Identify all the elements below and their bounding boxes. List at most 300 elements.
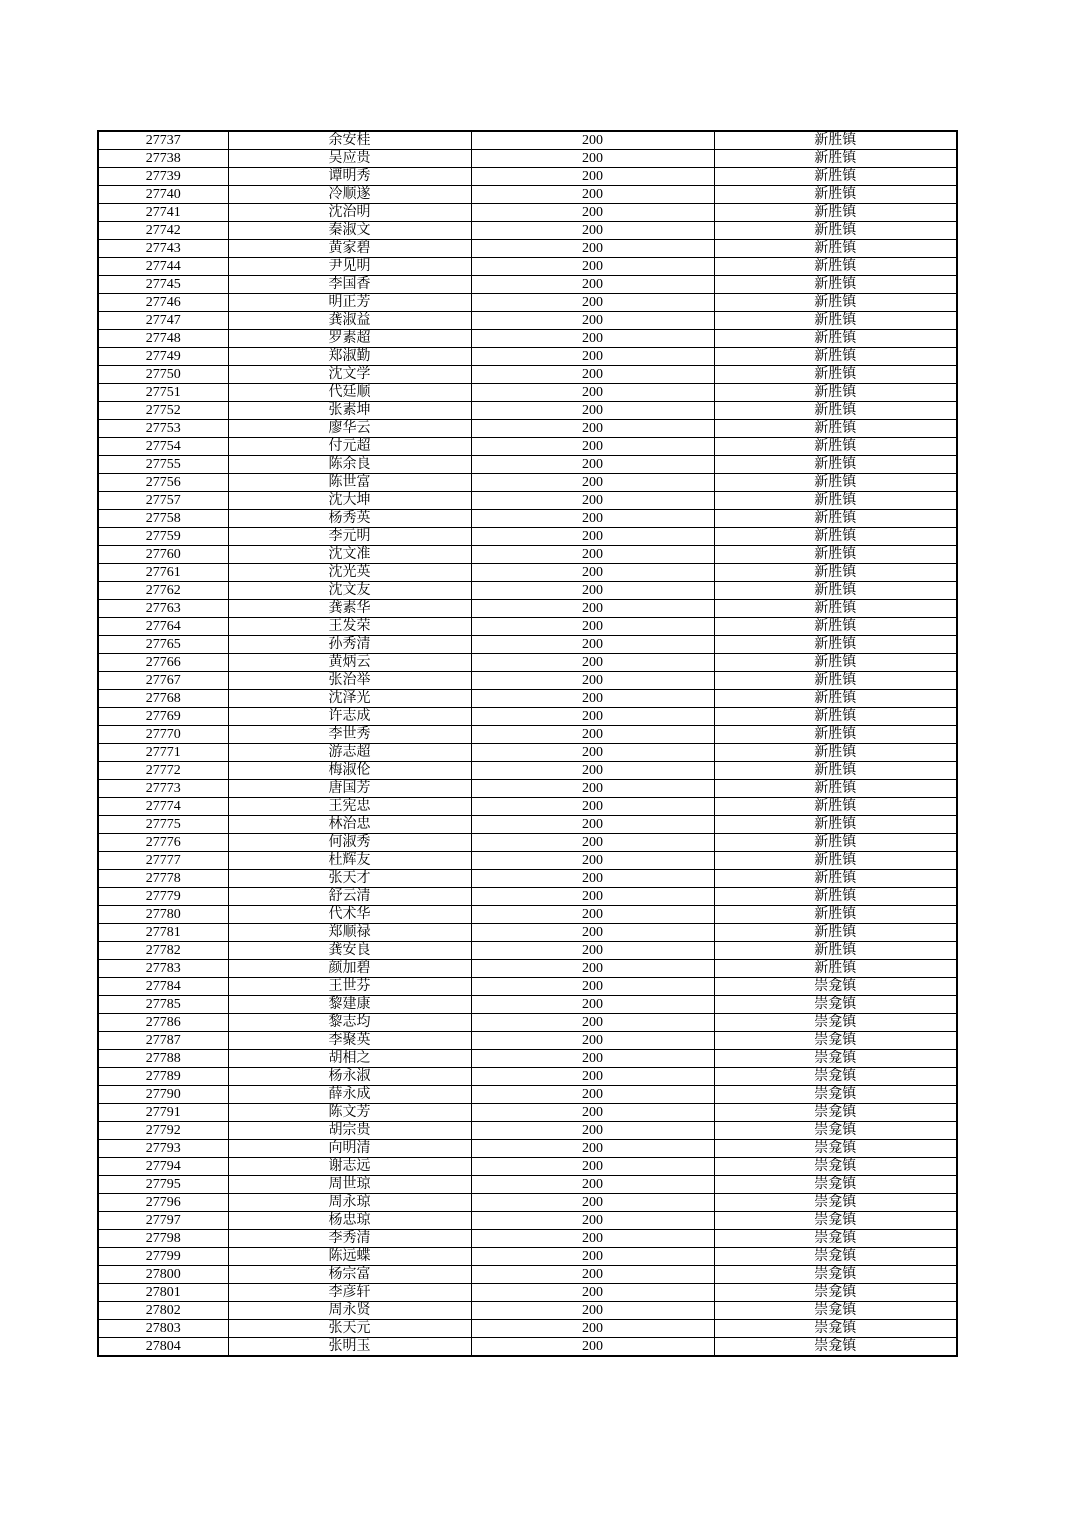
amount-cell: 200	[471, 402, 714, 420]
table-row	[98, 852, 957, 870]
name-cell: 周世琼	[228, 1176, 471, 1194]
township-cell: 新胜镇	[714, 276, 957, 294]
serial-number-cell: 27758	[98, 510, 228, 528]
amount-cell: 200	[471, 186, 714, 204]
amount-cell: 200	[471, 1068, 714, 1086]
township-cell: 新胜镇	[714, 366, 957, 384]
name-cell: 颜加碧	[228, 960, 471, 978]
serial-number-cell: 27781	[98, 924, 228, 942]
name-cell: 廖华云	[228, 420, 471, 438]
name-cell: 何淑秀	[228, 834, 471, 852]
township-cell: 新胜镇	[714, 420, 957, 438]
table-row	[98, 816, 957, 834]
name-cell: 杨宗富	[228, 1266, 471, 1284]
serial-number-cell: 27779	[98, 888, 228, 906]
township-cell: 崇龛镇	[714, 1176, 957, 1194]
table-row	[98, 762, 957, 780]
table-row	[98, 492, 957, 510]
table-row	[98, 546, 957, 564]
amount-cell: 200	[471, 438, 714, 456]
table-row	[98, 312, 957, 330]
table-row	[98, 330, 957, 348]
township-cell: 新胜镇	[714, 204, 957, 222]
township-cell: 新胜镇	[714, 888, 957, 906]
table-row	[98, 222, 957, 240]
township-cell: 新胜镇	[714, 240, 957, 258]
township-cell: 新胜镇	[714, 222, 957, 240]
amount-cell: 200	[471, 1302, 714, 1320]
table-row	[98, 1104, 957, 1122]
table-row	[98, 1140, 957, 1158]
name-cell: 李国香	[228, 276, 471, 294]
table-row	[98, 1122, 957, 1140]
table-row	[98, 276, 957, 294]
amount-cell: 200	[471, 546, 714, 564]
serial-number-cell: 27788	[98, 1050, 228, 1068]
amount-cell: 200	[471, 1320, 714, 1338]
serial-number-cell: 27776	[98, 834, 228, 852]
serial-number-cell: 27748	[98, 330, 228, 348]
township-cell: 崇龛镇	[714, 1302, 957, 1320]
name-cell: 沈文学	[228, 366, 471, 384]
name-cell: 沈治明	[228, 204, 471, 222]
township-cell: 新胜镇	[714, 600, 957, 618]
township-cell: 崇龛镇	[714, 1122, 957, 1140]
amount-cell: 200	[471, 168, 714, 186]
township-cell: 新胜镇	[714, 186, 957, 204]
township-cell: 新胜镇	[714, 438, 957, 456]
serial-number-cell: 27753	[98, 420, 228, 438]
name-cell: 王发荣	[228, 618, 471, 636]
serial-number-cell: 27796	[98, 1194, 228, 1212]
table-row	[98, 240, 957, 258]
serial-number-cell: 27784	[98, 978, 228, 996]
township-cell: 新胜镇	[714, 708, 957, 726]
township-cell: 新胜镇	[714, 168, 957, 186]
serial-number-cell: 27770	[98, 726, 228, 744]
serial-number-cell: 27792	[98, 1122, 228, 1140]
township-cell: 崇龛镇	[714, 1086, 957, 1104]
name-cell: 沈光英	[228, 564, 471, 582]
name-cell: 明正芳	[228, 294, 471, 312]
table-row	[98, 438, 957, 456]
table-row	[98, 1266, 957, 1284]
table-row	[98, 1230, 957, 1248]
serial-number-cell: 27751	[98, 384, 228, 402]
name-cell: 唐国芳	[228, 780, 471, 798]
serial-number-cell: 27744	[98, 258, 228, 276]
table-row	[98, 474, 957, 492]
table-row	[98, 1032, 957, 1050]
amount-cell: 200	[471, 870, 714, 888]
amount-cell: 200	[471, 294, 714, 312]
name-cell: 陈余良	[228, 456, 471, 474]
township-cell: 崇龛镇	[714, 1338, 957, 1357]
amount-cell: 200	[471, 1050, 714, 1068]
table-row	[98, 1284, 957, 1302]
township-cell: 新胜镇	[714, 402, 957, 420]
serial-number-cell: 27780	[98, 906, 228, 924]
amount-cell: 200	[471, 906, 714, 924]
table-row	[98, 1302, 957, 1320]
township-cell: 新胜镇	[714, 780, 957, 798]
amount-cell: 200	[471, 744, 714, 762]
name-cell: 吴应贵	[228, 150, 471, 168]
table-row	[98, 1212, 957, 1230]
name-cell: 代术华	[228, 906, 471, 924]
serial-number-cell: 27768	[98, 690, 228, 708]
township-cell: 新胜镇	[714, 636, 957, 654]
name-cell: 黄家碧	[228, 240, 471, 258]
name-cell: 黎建康	[228, 996, 471, 1014]
name-cell: 黎志均	[228, 1014, 471, 1032]
amount-cell: 200	[471, 1032, 714, 1050]
name-cell: 许志成	[228, 708, 471, 726]
amount-cell: 200	[471, 762, 714, 780]
amount-cell: 200	[471, 690, 714, 708]
serial-number-cell: 27798	[98, 1230, 228, 1248]
amount-cell: 200	[471, 816, 714, 834]
table-row	[98, 1194, 957, 1212]
amount-cell: 200	[471, 726, 714, 744]
table-row	[98, 690, 957, 708]
amount-cell: 200	[471, 1284, 714, 1302]
township-cell: 新胜镇	[714, 492, 957, 510]
township-cell: 新胜镇	[714, 870, 957, 888]
table-row	[98, 960, 957, 978]
name-cell: 谭明秀	[228, 168, 471, 186]
table-row	[98, 348, 957, 366]
table-row	[98, 600, 957, 618]
amount-cell: 200	[471, 204, 714, 222]
township-cell: 新胜镇	[714, 330, 957, 348]
township-cell: 新胜镇	[714, 528, 957, 546]
serial-number-cell: 27764	[98, 618, 228, 636]
name-cell: 李秀清	[228, 1230, 471, 1248]
name-cell: 沈文友	[228, 582, 471, 600]
township-cell: 新胜镇	[714, 564, 957, 582]
serial-number-cell: 27785	[98, 996, 228, 1014]
township-cell: 新胜镇	[714, 582, 957, 600]
name-cell: 秦淑文	[228, 222, 471, 240]
amount-cell: 200	[471, 708, 714, 726]
table-row	[98, 726, 957, 744]
serial-number-cell: 27766	[98, 654, 228, 672]
serial-number-cell: 27752	[98, 402, 228, 420]
township-cell: 新胜镇	[714, 546, 957, 564]
name-cell: 舒云清	[228, 888, 471, 906]
township-cell: 崇龛镇	[714, 1212, 957, 1230]
serial-number-cell: 27799	[98, 1248, 228, 1266]
township-cell: 崇龛镇	[714, 1104, 957, 1122]
name-cell: 沈文准	[228, 546, 471, 564]
table-row	[98, 906, 957, 924]
serial-number-cell: 27782	[98, 942, 228, 960]
name-cell: 陈世富	[228, 474, 471, 492]
name-cell: 郑顺禄	[228, 924, 471, 942]
name-cell: 郑淑勤	[228, 348, 471, 366]
amount-cell: 200	[471, 888, 714, 906]
township-cell: 崇龛镇	[714, 1248, 957, 1266]
serial-number-cell: 27772	[98, 762, 228, 780]
name-cell: 杨秀英	[228, 510, 471, 528]
amount-cell: 200	[471, 240, 714, 258]
serial-number-cell: 27759	[98, 528, 228, 546]
table-row	[98, 888, 957, 906]
serial-number-cell: 27745	[98, 276, 228, 294]
name-cell: 游志超	[228, 744, 471, 762]
amount-cell: 200	[471, 1158, 714, 1176]
amount-cell: 200	[471, 330, 714, 348]
township-cell: 新胜镇	[714, 690, 957, 708]
table-row	[98, 744, 957, 762]
amount-cell: 200	[471, 600, 714, 618]
serial-number-cell: 27795	[98, 1176, 228, 1194]
amount-cell: 200	[471, 131, 714, 150]
name-cell: 薛永成	[228, 1086, 471, 1104]
name-cell: 周永琼	[228, 1194, 471, 1212]
name-cell: 林治忠	[228, 816, 471, 834]
serial-number-cell: 27743	[98, 240, 228, 258]
amount-cell: 200	[471, 1122, 714, 1140]
amount-cell: 200	[471, 942, 714, 960]
name-cell: 梅淑伦	[228, 762, 471, 780]
township-cell: 崇龛镇	[714, 1230, 957, 1248]
serial-number-cell: 27762	[98, 582, 228, 600]
serial-number-cell: 27801	[98, 1284, 228, 1302]
name-cell: 龚安良	[228, 942, 471, 960]
table-row	[98, 510, 957, 528]
name-cell: 胡相之	[228, 1050, 471, 1068]
serial-number-cell: 27767	[98, 672, 228, 690]
amount-cell: 200	[471, 348, 714, 366]
serial-number-cell: 27740	[98, 186, 228, 204]
township-cell: 新胜镇	[714, 672, 957, 690]
amount-cell: 200	[471, 1266, 714, 1284]
table-row	[98, 672, 957, 690]
township-cell: 新胜镇	[714, 131, 957, 150]
table-row	[98, 618, 957, 636]
amount-cell: 200	[471, 654, 714, 672]
township-cell: 新胜镇	[714, 960, 957, 978]
serial-number-cell: 27765	[98, 636, 228, 654]
table-row	[98, 528, 957, 546]
serial-number-cell: 27802	[98, 1302, 228, 1320]
table-row	[98, 186, 957, 204]
township-cell: 新胜镇	[714, 762, 957, 780]
township-cell: 新胜镇	[714, 510, 957, 528]
table-row	[98, 942, 957, 960]
township-cell: 新胜镇	[714, 726, 957, 744]
name-cell: 杜辉友	[228, 852, 471, 870]
amount-cell: 200	[471, 780, 714, 798]
table-row	[98, 1050, 957, 1068]
amount-cell: 200	[471, 1140, 714, 1158]
township-cell: 崇龛镇	[714, 1158, 957, 1176]
serial-number-cell: 27749	[98, 348, 228, 366]
table-row	[98, 834, 957, 852]
table-row	[98, 708, 957, 726]
name-cell: 黄炳云	[228, 654, 471, 672]
amount-cell: 200	[471, 672, 714, 690]
amount-cell: 200	[471, 582, 714, 600]
table-row	[98, 798, 957, 816]
township-cell: 崇龛镇	[714, 1068, 957, 1086]
amount-cell: 200	[471, 1194, 714, 1212]
serial-number-cell: 27778	[98, 870, 228, 888]
serial-number-cell: 27757	[98, 492, 228, 510]
township-cell: 新胜镇	[714, 942, 957, 960]
amount-cell: 200	[471, 258, 714, 276]
table-row	[98, 924, 957, 942]
serial-number-cell: 27754	[98, 438, 228, 456]
amount-cell: 200	[471, 312, 714, 330]
table-row	[98, 564, 957, 582]
table-row	[98, 636, 957, 654]
serial-number-cell: 27738	[98, 150, 228, 168]
serial-number-cell: 27746	[98, 294, 228, 312]
serial-number-cell: 27760	[98, 546, 228, 564]
name-cell: 罗素超	[228, 330, 471, 348]
amount-cell: 200	[471, 510, 714, 528]
amount-cell: 200	[471, 564, 714, 582]
amount-cell: 200	[471, 366, 714, 384]
serial-number-cell: 27763	[98, 600, 228, 618]
serial-number-cell: 27737	[98, 131, 228, 150]
amount-cell: 200	[471, 960, 714, 978]
serial-number-cell: 27747	[98, 312, 228, 330]
township-cell: 新胜镇	[714, 744, 957, 762]
name-cell: 沈泽光	[228, 690, 471, 708]
amount-cell: 200	[471, 1086, 714, 1104]
name-cell: 李元明	[228, 528, 471, 546]
table-row	[98, 870, 957, 888]
township-cell: 崇龛镇	[714, 996, 957, 1014]
serial-number-cell: 27794	[98, 1158, 228, 1176]
name-cell: 付元超	[228, 438, 471, 456]
serial-number-cell: 27771	[98, 744, 228, 762]
township-cell: 新胜镇	[714, 924, 957, 942]
serial-number-cell: 27769	[98, 708, 228, 726]
township-cell: 新胜镇	[714, 384, 957, 402]
amount-cell: 200	[471, 996, 714, 1014]
township-cell: 新胜镇	[714, 654, 957, 672]
township-cell: 新胜镇	[714, 294, 957, 312]
table-row	[98, 582, 957, 600]
name-cell: 陈远蝶	[228, 1248, 471, 1266]
amount-cell: 200	[471, 1338, 714, 1357]
serial-number-cell: 27774	[98, 798, 228, 816]
serial-number-cell: 27750	[98, 366, 228, 384]
table-row	[98, 456, 957, 474]
table-row	[98, 258, 957, 276]
name-cell: 周永贤	[228, 1302, 471, 1320]
name-cell: 张天才	[228, 870, 471, 888]
table-row	[98, 654, 957, 672]
township-cell: 新胜镇	[714, 834, 957, 852]
name-cell: 杨永淑	[228, 1068, 471, 1086]
table-row	[98, 1068, 957, 1086]
serial-number-cell: 27756	[98, 474, 228, 492]
serial-number-cell: 27739	[98, 168, 228, 186]
table-row	[98, 1086, 957, 1104]
township-cell: 崇龛镇	[714, 1032, 957, 1050]
serial-number-cell: 27800	[98, 1266, 228, 1284]
serial-number-cell: 27787	[98, 1032, 228, 1050]
name-cell: 胡宗贵	[228, 1122, 471, 1140]
amount-cell: 200	[471, 1212, 714, 1230]
name-cell: 孙秀清	[228, 636, 471, 654]
name-cell: 龚淑益	[228, 312, 471, 330]
amount-cell: 200	[471, 150, 714, 168]
name-cell: 李聚英	[228, 1032, 471, 1050]
table-row	[98, 996, 957, 1014]
name-cell: 李彦轩	[228, 1284, 471, 1302]
amount-cell: 200	[471, 456, 714, 474]
township-cell: 崇龛镇	[714, 1266, 957, 1284]
name-cell: 谢志远	[228, 1158, 471, 1176]
table-row	[98, 1320, 957, 1338]
serial-number-cell: 27773	[98, 780, 228, 798]
amount-cell: 200	[471, 924, 714, 942]
serial-number-cell: 27789	[98, 1068, 228, 1086]
township-cell: 崇龛镇	[714, 1140, 957, 1158]
serial-number-cell: 27786	[98, 1014, 228, 1032]
name-cell: 张治举	[228, 672, 471, 690]
township-cell: 新胜镇	[714, 906, 957, 924]
data-table	[97, 130, 958, 1357]
serial-number-cell: 27790	[98, 1086, 228, 1104]
serial-number-cell: 27804	[98, 1338, 228, 1357]
name-cell: 王宪忠	[228, 798, 471, 816]
township-cell: 新胜镇	[714, 618, 957, 636]
name-cell: 王世芬	[228, 978, 471, 996]
amount-cell: 200	[471, 1014, 714, 1032]
amount-cell: 200	[471, 420, 714, 438]
township-cell: 新胜镇	[714, 816, 957, 834]
serial-number-cell: 27742	[98, 222, 228, 240]
name-cell: 尹见明	[228, 258, 471, 276]
amount-cell: 200	[471, 636, 714, 654]
table-row	[98, 384, 957, 402]
table-row	[98, 1338, 957, 1357]
name-cell: 代廷顺	[228, 384, 471, 402]
serial-number-cell: 27797	[98, 1212, 228, 1230]
township-cell: 新胜镇	[714, 474, 957, 492]
name-cell: 张素坤	[228, 402, 471, 420]
table-row	[98, 204, 957, 222]
name-cell: 冷顺遂	[228, 186, 471, 204]
amount-cell: 200	[471, 1176, 714, 1194]
township-cell: 新胜镇	[714, 852, 957, 870]
table-row	[98, 1248, 957, 1266]
amount-cell: 200	[471, 852, 714, 870]
name-cell: 余安桂	[228, 131, 471, 150]
name-cell: 沈大坤	[228, 492, 471, 510]
table-row	[98, 978, 957, 996]
serial-number-cell: 27791	[98, 1104, 228, 1122]
township-cell: 崇龛镇	[714, 1194, 957, 1212]
amount-cell: 200	[471, 1104, 714, 1122]
table-row	[98, 150, 957, 168]
amount-cell: 200	[471, 222, 714, 240]
table-row	[98, 1158, 957, 1176]
name-cell: 龚素华	[228, 600, 471, 618]
serial-number-cell: 27741	[98, 204, 228, 222]
name-cell: 陈文芳	[228, 1104, 471, 1122]
table-row	[98, 1014, 957, 1032]
name-cell: 杨忠琼	[228, 1212, 471, 1230]
